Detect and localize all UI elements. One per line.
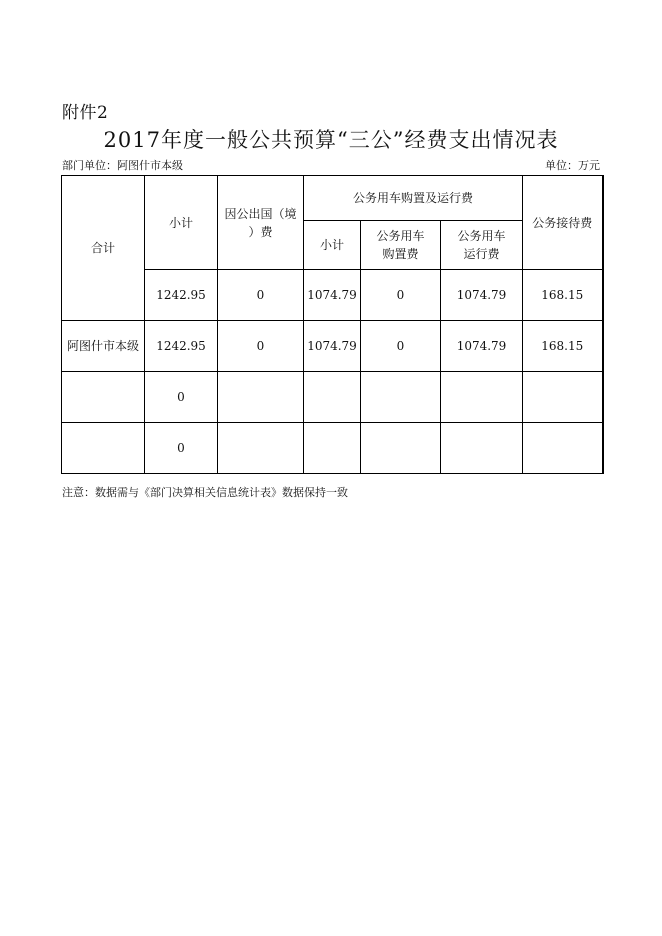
row-subtotal: 0 xyxy=(145,423,218,474)
row-subtotal: 1242.95 xyxy=(145,321,218,372)
header-vehicle-group: 公务用车购置及运行费 xyxy=(304,176,523,221)
header-row-1 xyxy=(62,176,603,221)
table-row xyxy=(62,321,603,372)
row-vehicle-operation xyxy=(441,423,523,474)
row-vehicle-purchase: 0 xyxy=(361,321,441,372)
row-reception xyxy=(523,372,603,423)
row-vehicle-subtotal xyxy=(304,423,361,474)
row-vehicle-subtotal: 1074.79 xyxy=(304,321,361,372)
header-vehicle-subtotal: 小计 xyxy=(304,221,361,270)
table-row xyxy=(62,423,603,474)
total-vehicle-operation: 1074.79 xyxy=(441,270,523,321)
table-row xyxy=(62,372,603,423)
total-reception: 168.15 xyxy=(523,270,603,321)
row-vehicle-operation: 1074.79 xyxy=(441,321,523,372)
header-total: 合计 xyxy=(62,176,145,321)
row-vehicle-purchase xyxy=(361,372,441,423)
header-vehicle-purchase: 公务用车 购置费 xyxy=(361,221,441,270)
row-reception: 168.15 xyxy=(523,321,603,372)
department-label: 部门单位：阿图什市本级 xyxy=(62,159,183,172)
total-vehicle-purchase: 0 xyxy=(361,270,441,321)
total-abroad: 0 xyxy=(218,270,304,321)
unit-label: 单位：万元 xyxy=(545,159,600,172)
row-vehicle-subtotal xyxy=(304,372,361,423)
row-abroad xyxy=(218,372,304,423)
row-name xyxy=(62,423,145,474)
expense-table xyxy=(61,175,604,474)
row-subtotal: 0 xyxy=(145,372,218,423)
footnote: 注意：数据需与《部门决算相关信息统计表》数据保持一致 xyxy=(62,486,348,499)
row-name: 阿图什市本级 xyxy=(62,321,145,372)
total-vehicle-subtotal: 1074.79 xyxy=(304,270,361,321)
header-abroad: 因公出国（境 ）费 xyxy=(218,176,304,270)
row-vehicle-operation xyxy=(441,372,523,423)
page-title: 2017年度一般公共预算“三公”经费支出情况表 xyxy=(103,128,559,152)
row-abroad: 0 xyxy=(218,321,304,372)
row-reception xyxy=(523,423,603,474)
row-abroad xyxy=(218,423,304,474)
attachment-label: 附件2 xyxy=(62,103,109,123)
row-vehicle-purchase xyxy=(361,423,441,474)
header-vehicle-operation: 公务用车 运行费 xyxy=(441,221,523,270)
header-reception: 公务接待费 xyxy=(523,176,603,270)
row-name xyxy=(62,372,145,423)
total-subtotal: 1242.95 xyxy=(145,270,218,321)
header-subtotal: 小计 xyxy=(145,176,218,270)
